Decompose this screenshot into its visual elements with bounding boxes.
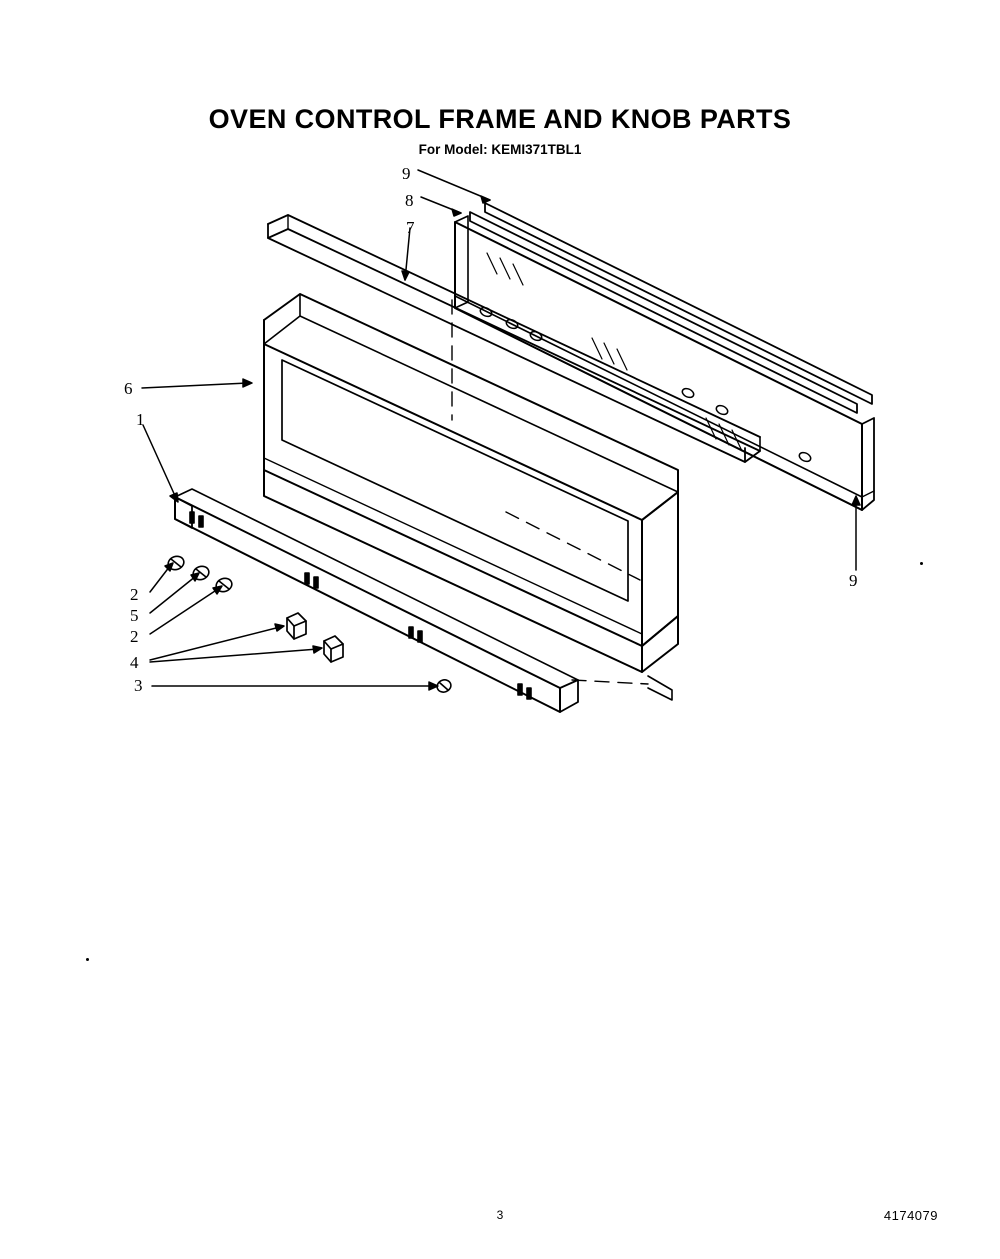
callout-6: 6 xyxy=(124,379,133,398)
callout-2-lower: 2 xyxy=(130,627,139,646)
print-speck xyxy=(86,958,89,961)
callout-7: 7 xyxy=(406,218,415,237)
document-code: 4174079 xyxy=(883,1208,938,1223)
callout-8: 8 xyxy=(405,191,414,210)
callout-9-top: 9 xyxy=(402,164,411,183)
print-speck xyxy=(920,562,923,565)
page-number: 3 xyxy=(496,1208,504,1222)
callout-5: 5 xyxy=(130,606,139,625)
callout-1: 1 xyxy=(136,410,145,429)
model-subtitle: For Model: KEMI371TBL1 xyxy=(418,142,582,157)
callout-2-upper: 2 xyxy=(130,585,139,604)
callout-9-right: 9 xyxy=(849,571,858,590)
callout-4: 4 xyxy=(130,653,139,672)
callout-3: 3 xyxy=(134,676,143,695)
page-title: OVEN CONTROL FRAME AND KNOB PARTS xyxy=(208,104,792,134)
